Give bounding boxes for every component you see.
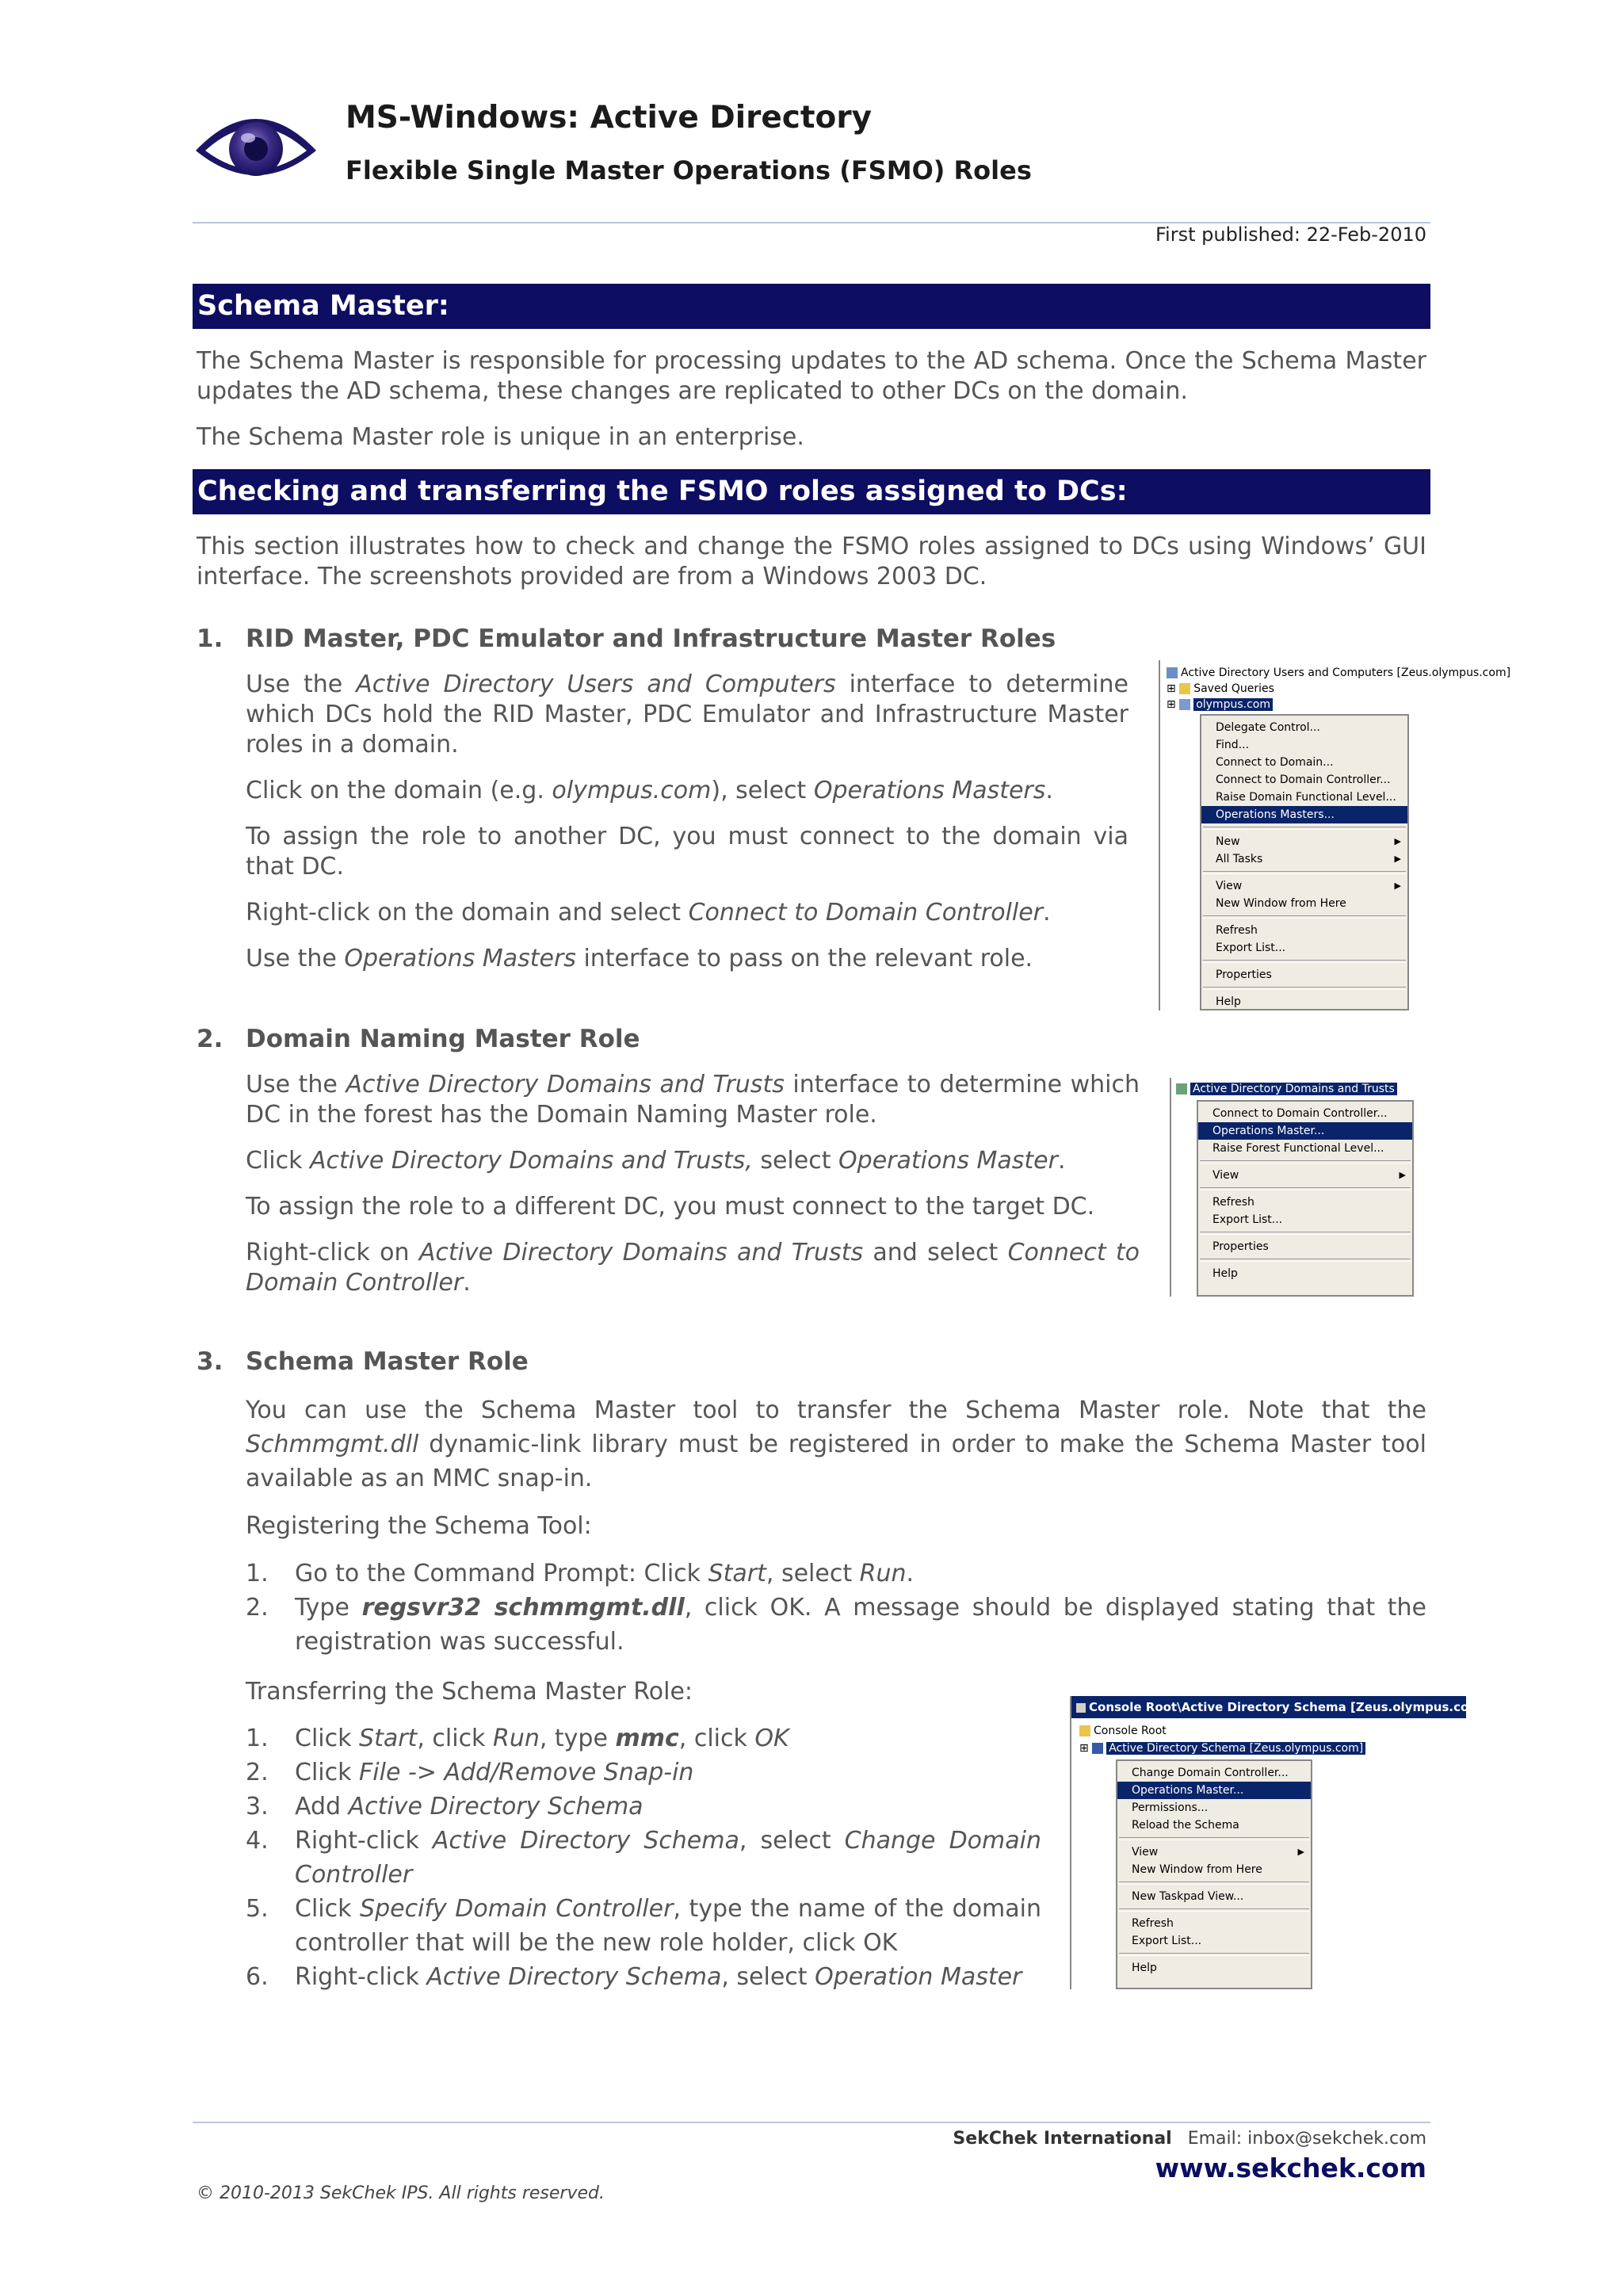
shot3-root: Console Root (1079, 1723, 1167, 1740)
shot2-context-menu (1197, 1100, 1414, 1297)
schema-master-heading: Schema Master: (193, 284, 1430, 329)
menu-separator (1119, 1953, 1309, 1956)
menu-item[interactable]: Refresh (1216, 924, 1258, 937)
menu-item[interactable]: Delegate Control... (1216, 721, 1320, 734)
submenu-arrow-icon: ▶ (1399, 1170, 1406, 1180)
menu-item[interactable]: Help (1212, 1267, 1238, 1280)
menu-item[interactable]: Connect to Domain... (1216, 756, 1334, 769)
submenu-arrow-icon: ▶ (1394, 881, 1401, 891)
menu-item[interactable]: Reload the Schema (1132, 1819, 1239, 1832)
menu-item[interactable]: Connect to Domain Controller... (1212, 1107, 1388, 1120)
item1-p1: Use the Active Directory Users and Computers interface to determine which DCs hold the RID Master, PDC Emulator and Infrastructure Master roles in a domain. (246, 670, 1128, 758)
transfer-step-5: 5. Click Specify Domain Controller, type the name of the domain controller that will be the new role holder, click OK (246, 1895, 1042, 1957)
screenshot-ad-domains-trusts (1170, 1078, 1414, 1297)
transfer-step-1: 1. Click Start, click Run, type mmc, click OK (246, 1725, 789, 1752)
menu-item[interactable]: Find... (1216, 739, 1250, 751)
item2-title: Domain Naming Master Role (246, 1025, 640, 1053)
item1-p4: Right-click on the domain and select Connect to Domain Controller. (246, 899, 1051, 926)
reg-step-1: 1. Go to the Command Prompt: Click Start, select Run. (246, 1560, 915, 1587)
footer-email: Email: inbox@sekchek.com (1187, 2129, 1426, 2149)
menu-item[interactable]: Help (1216, 995, 1241, 1008)
published-date: First published: 22-Feb-2010 (1155, 223, 1426, 246)
footer-copyright: © 2010-2013 SekChek IPS. All rights reserved. (197, 2183, 605, 2203)
shot1-root: Active Directory Users and Computers [Zeus.olympus.com] (1167, 665, 1510, 682)
menu-item[interactable]: View ▶ (1201, 877, 1407, 895)
footer-website: www.sekchek.com (1155, 2153, 1426, 2183)
reg-step-2: 2. Type regsvr32 schmmgmt.dll, click OK. A message should be displayed stating that the registration was successful. (246, 1594, 1426, 1656)
transferring-title: Transferring the Schema Master Role: (246, 1678, 693, 1706)
transferring-steps (246, 1721, 1041, 1994)
checking-heading: Checking and transferring the FSMO roles assigned to DCs: (193, 469, 1430, 514)
item3-title: Schema Master Role (246, 1347, 529, 1376)
doc-subtitle: Flexible Single Master Operations (FSMO) Roles (346, 155, 1032, 185)
menu-item[interactable]: View ▶ (1117, 1843, 1311, 1861)
shot3-node: ⊞ Active Directory Schema [Zeus.olympus.com] (1079, 1740, 1365, 1757)
item2-p2: Click Active Directory Domains and Trusts, select Operations Master. (246, 1147, 1066, 1175)
menu-item[interactable]: View ▶ (1198, 1167, 1412, 1184)
menu-separator (1200, 1232, 1411, 1235)
menu-separator (1119, 1908, 1309, 1912)
menu-item[interactable]: Export List... (1132, 1935, 1202, 1947)
menu-item[interactable]: Permissions... (1132, 1801, 1209, 1814)
item3-p1: You can use the Schema Master tool to transfer the Schema Master role. Note that the Schmmgmt.dll dynamic-link library must be registered in order to make the Schema Master tool available as an MMC snap-in. (246, 1396, 1426, 1492)
item1-number: 1. (197, 625, 223, 653)
menu-item[interactable]: New Window from Here (1132, 1863, 1262, 1876)
menu-item[interactable]: Refresh (1132, 1917, 1174, 1930)
menu-item-selected[interactable]: Operations Masters... (1201, 806, 1407, 823)
shot3-titlebar: Console Root\Active Directory Schema [Zeus.olympus.com] (1071, 1696, 1466, 1718)
menu-separator (1203, 871, 1406, 874)
submenu-arrow-icon: ▶ (1394, 836, 1401, 846)
menu-item[interactable]: Help (1132, 1962, 1157, 1974)
doc-title: MS-Windows: Active Directory (346, 100, 873, 136)
transfer-step-6: 6. Right-click Active Directory Schema, select Operation Master (246, 1963, 1022, 1991)
shot2-root: Active Directory Domains and Trusts (1176, 1081, 1397, 1098)
item1-title: RID Master, PDC Emulator and Infrastructure Master Roles (246, 625, 1056, 653)
transfer-step-3: 3. Add Active Directory Schema (246, 1793, 643, 1820)
item2-p4: Right-click on Active Directory Domains and Trusts and select Connect to Domain Controller. (246, 1239, 1140, 1297)
submenu-arrow-icon: ▶ (1297, 1847, 1304, 1857)
menu-separator (1119, 1881, 1309, 1885)
eye-logo (193, 101, 319, 190)
item1-p3: To assign the role to another DC, you must connect to the domain via that DC. (246, 823, 1128, 881)
item2-body (246, 1070, 1140, 1298)
menu-item[interactable]: New Window from Here (1216, 897, 1346, 910)
menu-item[interactable]: New ▶ (1201, 833, 1407, 850)
item1-body (246, 670, 1128, 974)
menu-item[interactable]: Properties (1212, 1240, 1269, 1253)
submenu-arrow-icon: ▶ (1394, 854, 1401, 864)
checking-p1: This section illustrates how to check and change the FSMO roles assigned to DCs using Windows’ GUI interface. The screenshots provided are from a Windows 2003 DC. (197, 533, 1426, 590)
item1-p5: Use the Operations Masters interface to pass on the relevant role. (246, 945, 1033, 972)
menu-item[interactable]: Raise Forest Functional Level... (1212, 1142, 1384, 1155)
registering-steps (246, 1557, 1426, 1659)
menu-separator (1203, 960, 1406, 963)
menu-item[interactable]: Change Domain Controller... (1132, 1767, 1289, 1779)
schema-p2: The Schema Master role is unique in an enterprise. (197, 423, 804, 451)
shot1-domain: ⊞ olympus.com (1167, 697, 1273, 713)
screenshot-ad-schema (1070, 1696, 1487, 1989)
menu-separator (1203, 915, 1406, 919)
menu-item-selected[interactable]: Operations Master... (1198, 1122, 1412, 1140)
registering-title: Registering the Schema Tool: (246, 1512, 592, 1540)
item2-number: 2. (197, 1025, 223, 1053)
item2-p1: Use the Active Directory Domains and Trusts interface to determine which DC in the forest has the Domain Naming Master role. (246, 1071, 1140, 1129)
menu-separator (1200, 1160, 1411, 1163)
shot1-saved: ⊞ Saved Queries (1167, 682, 1274, 695)
menu-item[interactable]: Connect to Domain Controller... (1216, 774, 1391, 786)
menu-item[interactable]: Refresh (1212, 1196, 1254, 1209)
footer-rule (193, 2122, 1430, 2123)
footer-contact (953, 2129, 1426, 2149)
menu-item[interactable]: All Tasks ▶ (1201, 850, 1407, 868)
menu-item[interactable]: Export List... (1216, 942, 1286, 954)
item3-number: 3. (197, 1347, 223, 1376)
menu-separator (1119, 1837, 1309, 1840)
menu-separator (1203, 987, 1406, 990)
menu-item[interactable]: New Taskpad View... (1132, 1890, 1244, 1903)
schema-p1: The Schema Master is responsible for processing updates to the AD schema. Once the Schema Master updates the AD schema, these changes are replicated to other DCs on the domain. (197, 347, 1426, 405)
menu-separator (1200, 1187, 1411, 1190)
footer-company: SekChek International (953, 2129, 1172, 2149)
transfer-step-2: 2. Click File -> Add/Remove Snap-in (246, 1759, 694, 1786)
transfer-step-4: 4. Right-click Active Directory Schema, select Change Domain Controller (246, 1827, 1041, 1889)
menu-separator (1200, 1259, 1411, 1262)
menu-item[interactable]: Properties (1216, 968, 1272, 981)
shot1-context-menu (1200, 714, 1409, 1010)
screenshot-ad-users-computers (1159, 660, 1511, 1010)
menu-item[interactable]: Raise Domain Functional Level... (1216, 791, 1396, 804)
item2-p3: To assign the role to a different DC, you must connect to the target DC. (246, 1193, 1095, 1221)
menu-separator (1203, 827, 1406, 830)
menu-item-selected[interactable]: Operations Master... (1117, 1782, 1311, 1799)
item1-p2: Click on the domain (e.g. olympus.com), select Operations Masters. (246, 777, 1053, 804)
menu-item[interactable]: Export List... (1212, 1213, 1283, 1226)
shot3-context-menu (1116, 1759, 1312, 1989)
